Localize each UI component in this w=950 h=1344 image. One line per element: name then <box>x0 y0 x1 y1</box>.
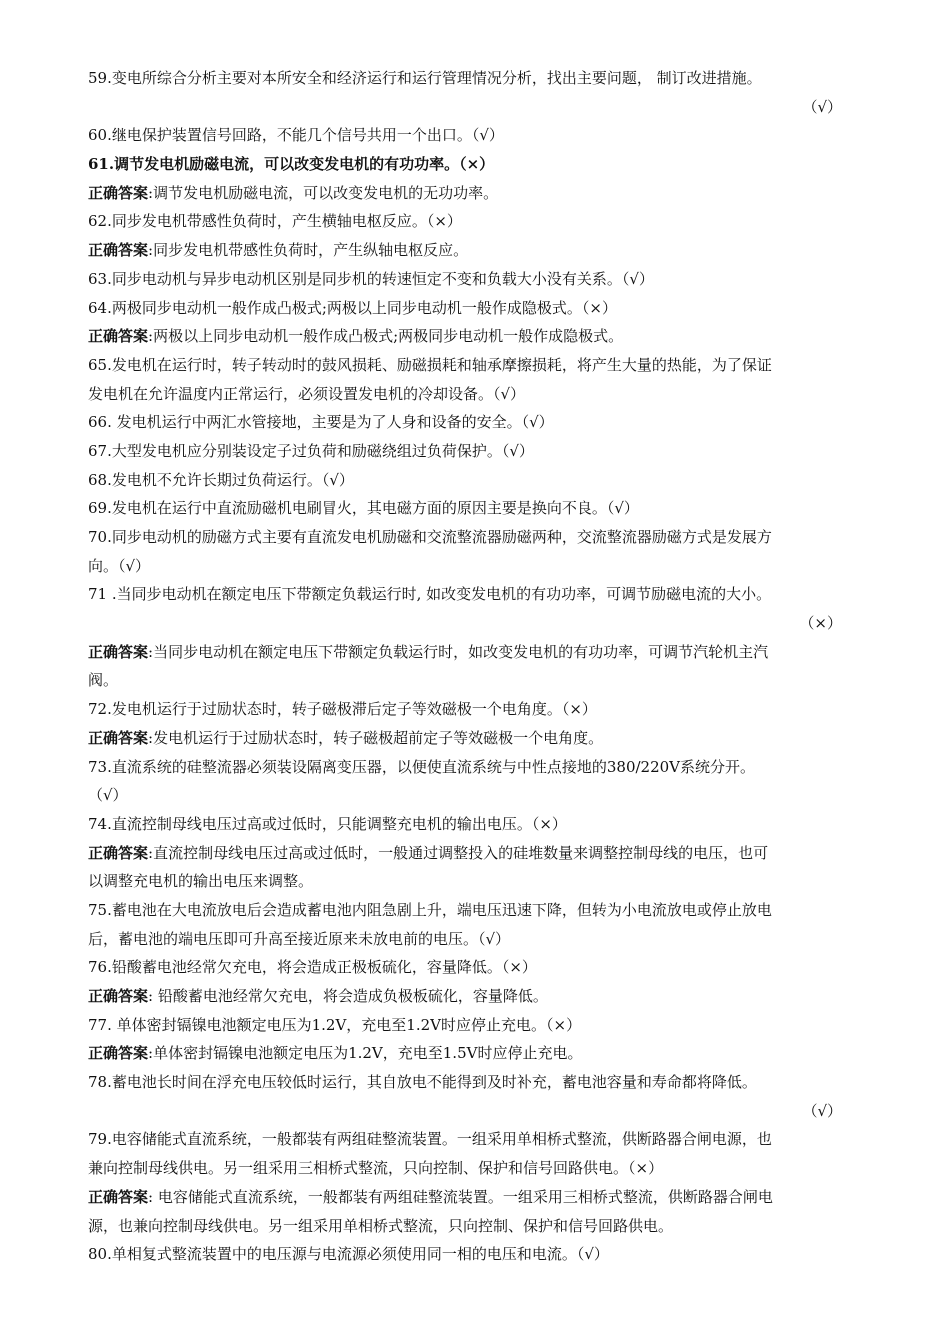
question-line: 59.变电所综合分析主要对本所安全和经济运行和运行管理情况分析，找出主要问题， 制订改进措施。 <box>88 69 762 87</box>
correct-answer-text: :两极以上同步电动机一般作成凸极式;两极同步电动机一般作成隐极式。 <box>148 327 624 346</box>
verdict-mark: （×） <box>799 614 842 633</box>
question-line: 76.铅酸蓄电池经常欠充电，将会造成正极板硫化，容量降低。（×） <box>88 958 537 977</box>
question-line: 73.直流系统的硅整流器必须装设隔离变压器，以便使直流系统与中性点接地的380/220V系统分开。 <box>88 757 756 776</box>
correct-answer-line <box>88 1183 860 1212</box>
correct-answer-label: 正确答案 <box>88 728 149 747</box>
question-line: 77. 单体密封镉镍电池额定电压为1.2V，充电至1.2V时应停止充电。（×） <box>88 1015 582 1034</box>
correct-answer-line <box>88 1039 860 1068</box>
question-line: 80.单相复式整流装置中的电压源与电流源必须使用同一相的电压和电流。（√） <box>88 1245 609 1264</box>
correct-answer-label: 正确答案 <box>88 241 149 260</box>
correct-answer-text: : 电容储能式直流系统，一般都装有两组硅整流装置。一组采用三相桥式整流，供断路器合闸电 <box>148 1187 773 1206</box>
question-line: 向。（√） <box>88 556 151 575</box>
correct-answer-line <box>88 236 860 265</box>
question-line: 62.同步发电机带感性负荷时，产生横轴电枢反应。（×） <box>88 212 462 231</box>
question-line: 65.发电机在运行时，转子转动时的鼓风损耗、励磁损耗和轴承摩擦损耗，将产生大量的热能，为了保证 <box>88 355 772 374</box>
correct-answer-label: 正确答案 <box>88 987 149 1005</box>
question-line: 70.同步电动机的励磁方式主要有直流发电机励磁和交流整流器励磁两种，交流整流器励磁方式是发展方 <box>88 528 772 546</box>
correct-answer-label: 正确答案 <box>88 843 149 862</box>
correct-answer-text: : 铅酸蓄电池经常欠充电，将会造成负极板硫化，容量降低。 <box>148 987 548 1005</box>
question-line: 78.蓄电池长时间在浮充电压较低时运行，其自放电不能得到及时补充，蓄电池容量和寿命都将降低。 <box>88 1073 757 1092</box>
verdict-mark: （√） <box>802 97 842 116</box>
correct-answer-line <box>88 179 860 208</box>
correct-answer-text: :发电机运行于过励状态时，转子磁极超前定子等效磁极一个电角度。 <box>148 728 604 747</box>
correct-answer-label: 正确答案 <box>88 327 149 346</box>
question-line-highlighted: 61.调节发电机励磁电流，可以改变发电机的有功功率。（×） <box>88 155 495 174</box>
question-line: 69.发电机在运行中直流励磁机电刷冒火，其电磁方面的原因主要是换向不良。（√） <box>88 499 639 518</box>
question-line: 64.两极同步电动机一般作成凸极式;两极以上同步电动机一般作成隐极式。（×） <box>88 298 617 317</box>
correct-answer-label: 正确答案 <box>88 1187 149 1206</box>
correct-answer-text: :直流控制母线电压过高或过低时，一般通过调整投入的硅堆数量来调整控制母线的电压，也可 <box>148 843 769 862</box>
question-line: 68.发电机不允许长期过负荷运行。（√） <box>88 470 354 489</box>
question-line: 79.电容储能式直流系统，一般都装有两组硅整流装置。一组采用单相桥式整流，供断路器合闸电源，也 <box>88 1130 772 1149</box>
question-line: 以调整充电机的输出电压来调整。 <box>88 872 314 891</box>
question-line: 72.发电机运行于过励状态时，转子磁极滞后定子等效磁极一个电角度。（×） <box>88 700 597 719</box>
correct-answer-label: 正确答案 <box>88 642 149 661</box>
correct-answer-label: 正确答案 <box>88 183 149 202</box>
question-line: 75.蓄电池在大电流放电后会造成蓄电池内阻急剧上升，端电压迅速下降，但转为小电流放电或停止放电 <box>88 900 772 919</box>
question-line: 63.同步电动机与异步电动机区别是同步机的转速恒定不变和负载大小没有关系。（√） <box>88 269 654 288</box>
question-line: 发电机在允许温度内正常运行，必须设置发电机的冷却设备。（√） <box>88 384 526 403</box>
correct-answer-label: 正确答案 <box>88 1044 149 1063</box>
correct-answer-line <box>88 839 860 868</box>
correct-answer-line <box>88 322 860 351</box>
question-line: （√） <box>88 786 128 805</box>
question-line: 源，也兼向控制母线供电。另一组采用单相桥式整流，只向控制、保护和信号回路供电。 <box>88 1216 674 1235</box>
question-line: 后，蓄电池的端电压即可升高至接近原来未放电前的电压。（√） <box>88 929 511 948</box>
correct-answer-line <box>88 724 860 753</box>
correct-answer-text: :当同步电动机在额定电压下带额定负载运行时，如改变发电机的有功功率，可调节汽轮机主汽 <box>148 642 769 661</box>
correct-answer-line <box>88 638 860 667</box>
question-line: 74.直流控制母线电压过高或过低时，只能调整充电机的输出电压。（×） <box>88 814 567 833</box>
question-line: 67.大型发电机应分别装设定子过负荷和励磁绕组过负荷保护。（√） <box>88 441 534 460</box>
question-line: 阀。 <box>88 671 119 690</box>
question-line: 66. 发电机运行中两汇水管接地，主要是为了人身和设备的安全。（√） <box>88 413 554 432</box>
correct-answer-text: :单体密封镉镍电池额定电压为1.2V，充电至1.5V时应停止充电。 <box>148 1044 583 1063</box>
verdict-mark: （√） <box>802 1101 842 1120</box>
question-line: 71 .当同步电动机在额定电压下带额定负载运行时, 如改变发电机的有功功率，可调节励磁电流的大小。 <box>88 585 772 604</box>
correct-answer-text: :同步发电机带感性负荷时，产生纵轴电枢反应。 <box>148 241 469 260</box>
document-page <box>88 64 860 1269</box>
question-line: 60.继电保护装置信号回路，不能几个信号共用一个出口。（√） <box>88 126 504 145</box>
correct-answer-text: :调节发电机励磁电流，可以改变发电机的无功功率。 <box>148 183 499 202</box>
question-line: 兼向控制母线供电。另一组采用三相桥式整流，只向控制、保护和信号回路供电。（×） <box>88 1159 664 1178</box>
correct-answer-line <box>88 982 860 1011</box>
